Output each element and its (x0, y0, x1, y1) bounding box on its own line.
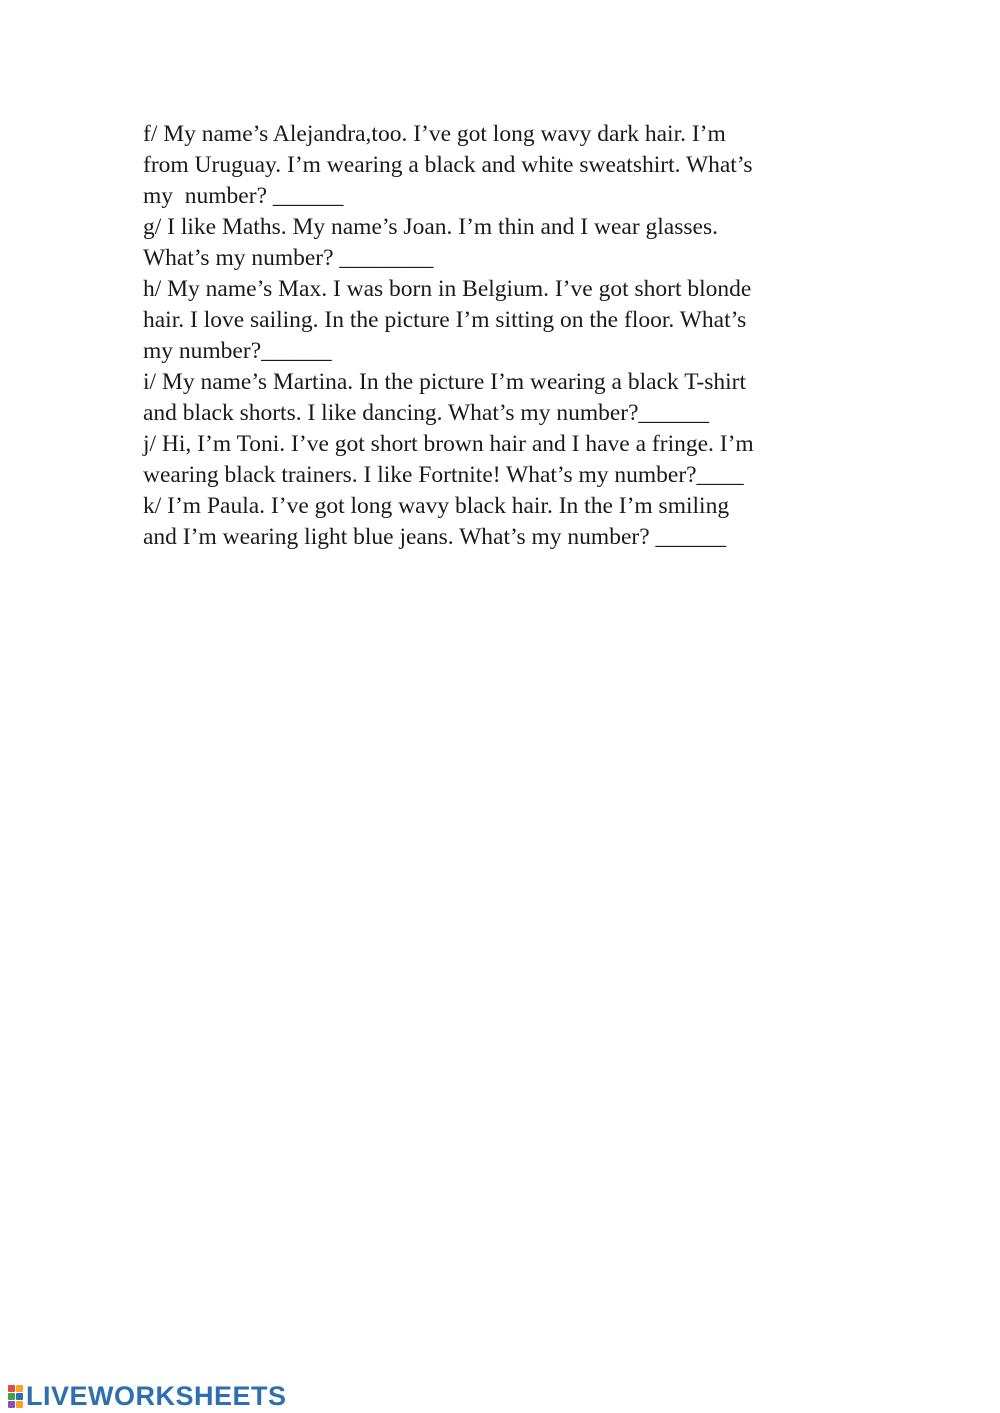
logo-square (16, 1385, 23, 1392)
answer-line-g: What’s my number? ________ (143, 245, 434, 271)
answer-line-h: my number?______ (143, 338, 332, 364)
logo-grid-icon (8, 1385, 23, 1408)
answer-line-k: and I’m wearing light blue jeans. What’s my number? ______ (143, 524, 727, 550)
text-line: h/ My name’s Max. I was born in Belgium. I’ve got short blonde (143, 276, 752, 302)
logo-square (16, 1393, 23, 1400)
answer-line-i: and black shorts. I like dancing. What’s my number?______ (143, 400, 710, 426)
text-line: hair. I love sailing. In the picture I’m sitting on the floor. What’s (143, 307, 747, 333)
liveworksheets-logo (8, 1380, 287, 1412)
text-line: f/ My name’s Alejandra,too. I’ve got long wavy dark hair. I’m (143, 121, 726, 147)
answer-line-f: my number? ______ (143, 183, 344, 209)
worksheet-text (143, 119, 863, 553)
text-line: from Uruguay. I’m wearing a black and white sweatshirt. What’s (143, 152, 753, 178)
text-line: j/ Hi, I’m Toni. I’ve got short brown hair and I have a fringe. I’m (143, 431, 754, 457)
text-line: i/ My name’s Martina. In the picture I’m wearing a black T-shirt (143, 369, 747, 395)
text-line: g/ I like Maths. My name’s Joan. I’m thin and I wear glasses. (143, 214, 718, 240)
logo-text: LIVEWORKSHEETS (26, 1381, 287, 1411)
answer-line-j: wearing black trainers. I like Fortnite! What’s my number?____ (143, 462, 744, 488)
logo-square (8, 1401, 15, 1408)
logo-square (8, 1393, 15, 1400)
text-line: k/ I’m Paula. I’ve got long wavy black hair. In the I’m smiling (143, 493, 730, 519)
logo-square (8, 1385, 15, 1392)
logo-square (16, 1401, 23, 1408)
